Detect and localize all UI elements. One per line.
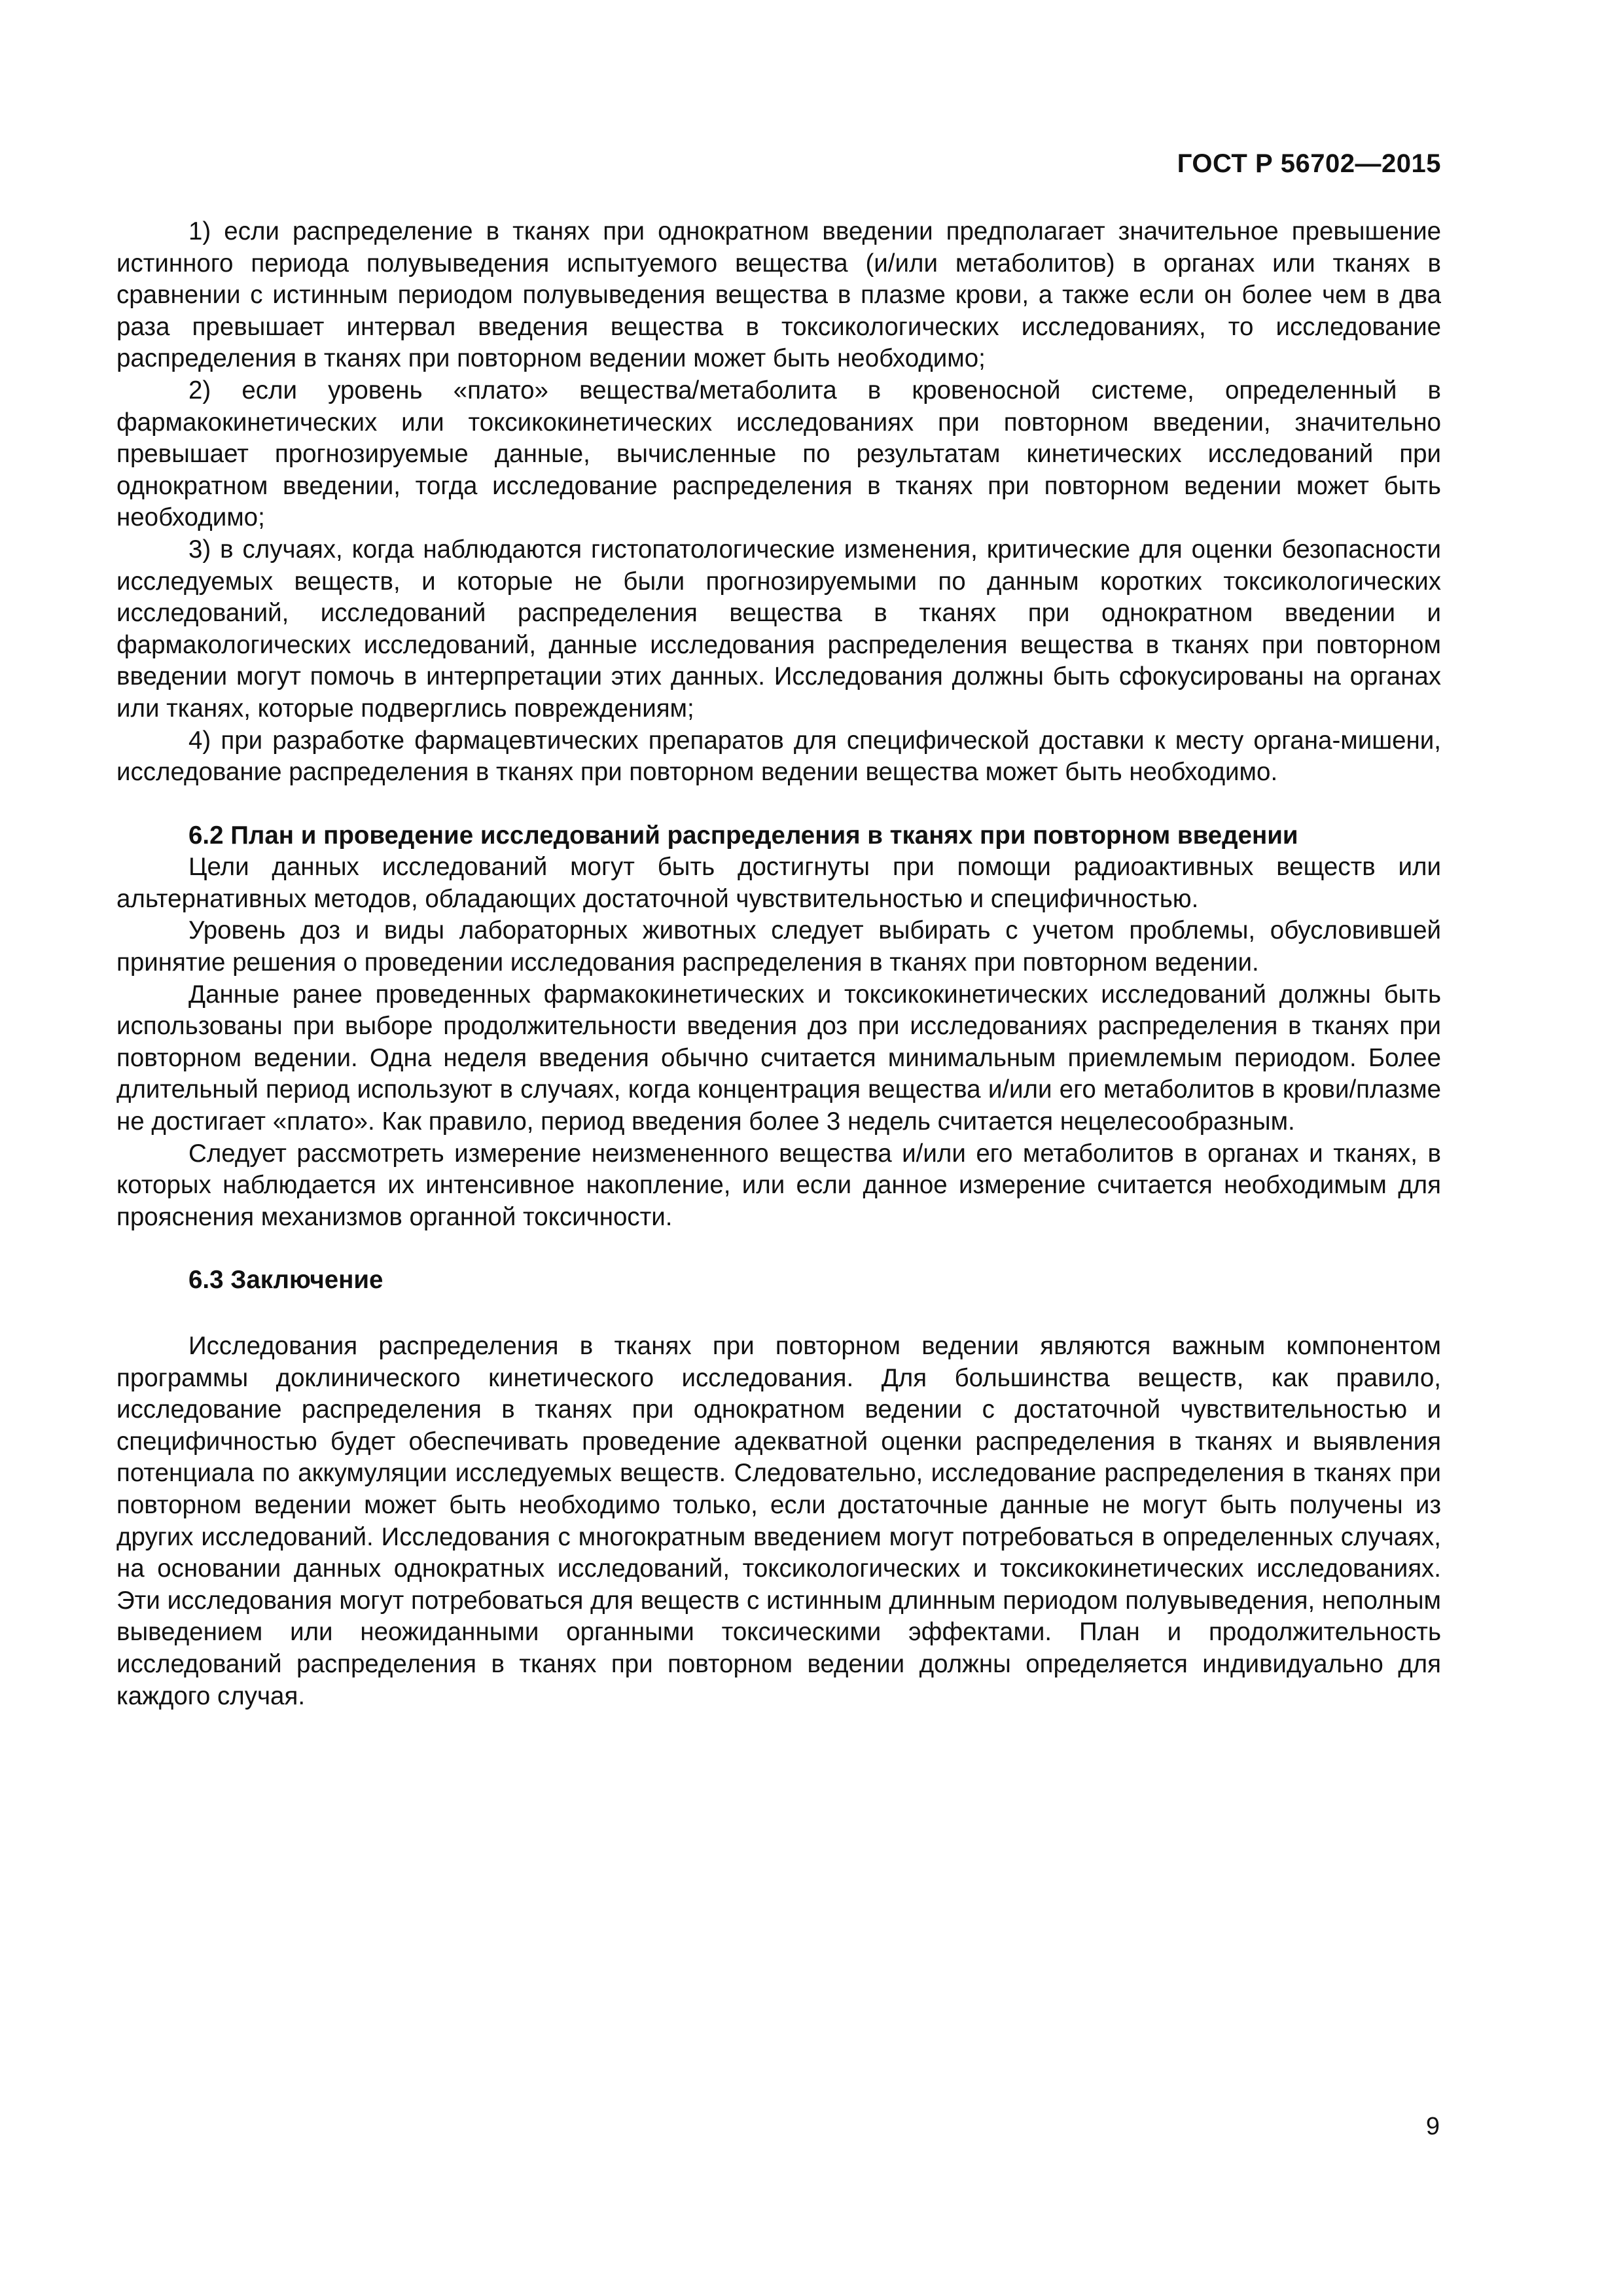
section-6-2-paragraph-4: Следует рассмотреть измерение неизмененного вещества и/или его метаболитов в органах и тканях, в которых наблюдается их интенсивное накопление, или если данное измерение считается необходимым для прояснения механизмов органной токсичности.	[116, 1139, 1441, 1231]
list-item-3: 3) в случаях, когда наблюдаются гистопатологические изменения, критические для оценки безопасности исследуемых веществ, и которые не были прогнозируемыми по данным коротких токсикологических исследований, исследований распределения вещества в тканях при однократном введении и фармакологических исследований, данные исследования распределения вещества в тканях при повторном введении могут помочь в интерпретации этих данных. Исследования должны быть сфокусированы на органах или тканях, которые подверглись повреждениям;	[116, 535, 1441, 723]
section-6-2-paragraph-2: Уровень доз и виды лабораторных животных следует выбирать с учетом проблемы, обусловившей принятие решения о проведении исследования распределения в тканях при повторном ведении.	[116, 916, 1441, 977]
list-item-4: 4) при разработке фармацевтических препаратов для специфической доставки к месту органа-мишени, исследование распределения в тканях при повторном ведении вещества может быть необходимо.	[116, 726, 1441, 787]
list-item-2: 2) если уровень «плато» вещества/метаболита в кровеносной системе, определенный в фармакокинетических или токсикокинетических исследованиях при повторном введении, значительно превышает прогнозируемые данные, вычисленные по результатам кинетических исследований при однократном введении, тогда исследование распределения в тканях при повторном ведении может быть необходимо;	[116, 376, 1441, 532]
document-body	[116, 216, 1441, 1712]
document-code-header: ГОСТ Р 56702—2015	[1177, 149, 1441, 178]
section-6-2-paragraph-1: Цели данных исследований могут быть достигнуты при помощи радиоактивных веществ или альтернативных методов, обладающих достаточной чувствительностью и специфичностью.	[116, 853, 1441, 913]
page-number: 9	[1425, 2113, 1440, 2140]
section-6-2-heading: 6.2 План и проведение исследований распределения в тканях при повторном введении	[188, 821, 1298, 850]
section-6-3-paragraph-1: Исследования распределения в тканях при повторном ведении являются важным компонентом программы доклинического кинетического исследования. Для большинства веществ, как правило, исследование распределения в тканях при однократном ведении с достаточной чувствительностью и специфичностью будет обеспечивать проведение адекватной оценки распределения в тканях и выявления потенциала по аккумуляции исследуемых веществ. Следовательно, исследование распределения в тканях при повторном ведении может быть необходимо только, если достаточные данные не могут быть получены из других исследований. Исследования с многократным введением могут потребоваться в определенных случаях, на основании данных однократных исследований, токсикологических и токсикокинетических исследованиях. Эти исследования могут потребоваться для веществ с истинным длинным периодом полувыведения, неполным выведением или неожиданными органными токсическими эффектами. План и продолжительность исследований распределения в тканях при повторном ведении должны определяется индивидуально для каждого случая.	[116, 1332, 1441, 1710]
section-6-3-heading: 6.3 Заключение	[188, 1266, 383, 1295]
section-6-2-paragraph-3: Данные ранее проведенных фармакокинетических и токсикокинетических исследований должны быть использованы при выборе продолжительности введения доз при исследованиях распределения в тканях при повторном ведении. Одна неделя введения обычно считается минимальным приемлемым периодом. Более длительный период используют в случаях, когда концентрация вещества и/или его метаболитов в крови/плазме не достигает «плато». Как правило, период введения более 3 недель считается нецелесообразным.	[116, 980, 1441, 1136]
list-item-1: 1) если распределение в тканях при однократном введении предполагает значительное превышение истинного периода полувыведения испытуемого вещества (и/или метаболитов) в органах или тканях в сравнении с истинным периодом полувыведения вещества в плазме крови, а также если он более чем в два раза превышает интервал введения вещества в токсикологических исследованиях, то исследование распределения в тканях при повторном ведении может быть необходимо;	[116, 217, 1441, 373]
